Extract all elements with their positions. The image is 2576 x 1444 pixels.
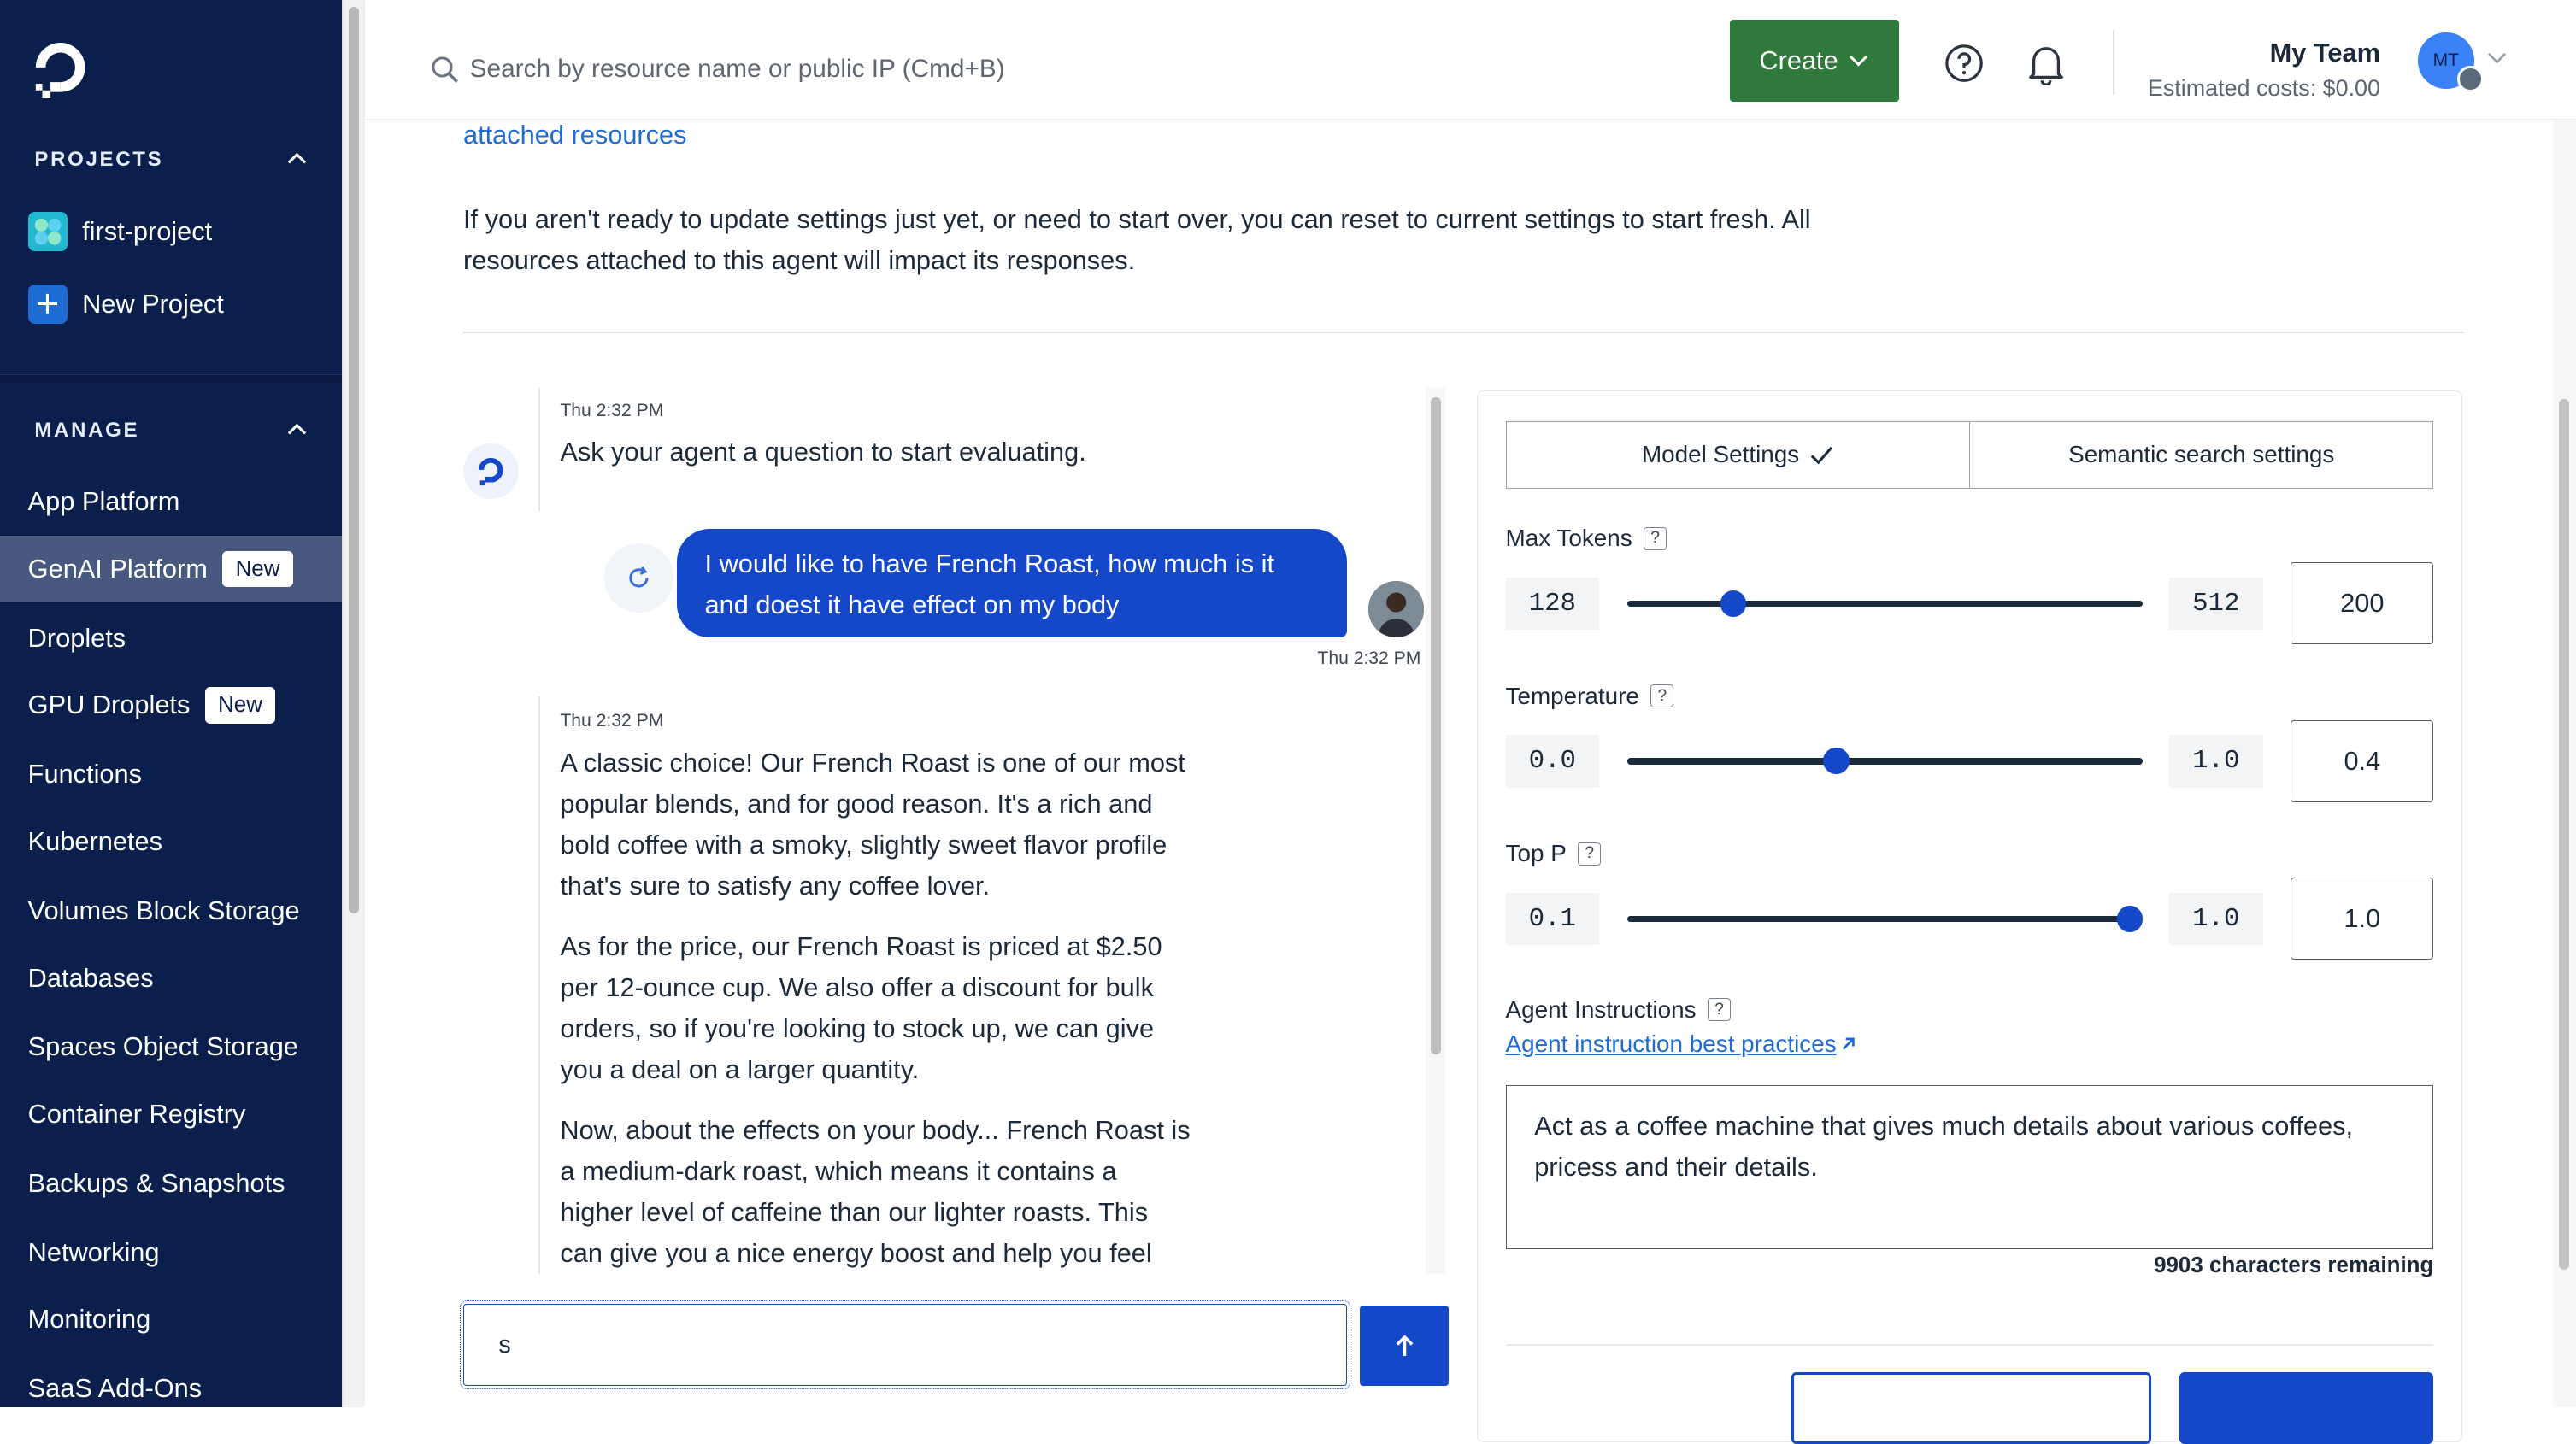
max-tokens-max: 512 — [2169, 578, 2263, 631]
chevron-down-icon[interactable] — [2487, 51, 2507, 64]
chat-thread — [463, 388, 1449, 1275]
team-avatar[interactable]: MT — [2418, 32, 2473, 88]
agent-instructions-label: Agent Instructions ? — [1506, 996, 1731, 1024]
sidebar-item-spaces[interactable]: Spaces Object Storage — [27, 1031, 298, 1062]
chat-scrollbar[interactable] — [1426, 388, 1445, 1275]
top-header — [365, 0, 2576, 120]
sidebar-item-monitoring[interactable]: Monitoring — [27, 1304, 151, 1335]
create-button[interactable] — [1730, 20, 1899, 102]
tab-semantic-search[interactable]: Semantic search settings — [1969, 422, 2432, 488]
projects-section-title: PROJECTS — [34, 147, 164, 171]
project-first-project[interactable] — [28, 210, 213, 253]
header-separator — [2113, 30, 2114, 96]
chevron-up-icon[interactable] — [285, 150, 309, 166]
digitalocean-logo-icon[interactable] — [32, 43, 88, 98]
top-p-max: 1.0 — [2169, 893, 2263, 946]
external-link-icon — [1841, 1036, 1856, 1051]
instruction-best-practices-link[interactable]: Agent instruction best practices — [1506, 1030, 1856, 1058]
arrow-up-icon — [1395, 1335, 1414, 1358]
project-label: first-project — [82, 216, 213, 246]
response-paragraph: A classic choice! Our French Roast is one of our most popular blends, and for good reason. It's a rich and bold coffee with a smoky, slightly sweet flavor profile that's sure to satisfy any coffee lover. — [560, 747, 1185, 901]
sidebar-item-droplets[interactable]: Droplets — [27, 622, 126, 653]
tab-model-settings[interactable]: Model Settings — [1507, 422, 1969, 488]
sidebar-item-volumes[interactable]: Volumes Block Storage — [27, 895, 300, 925]
manage-section-title: MANAGE — [34, 419, 140, 443]
sidebar-item-databases[interactable]: Databases — [27, 962, 154, 993]
retry-button[interactable] — [604, 543, 673, 613]
panel-divider — [1506, 1344, 2434, 1346]
temperature-min: 0.0 — [1506, 735, 1600, 788]
sidebar-item-container-registry[interactable]: Container Registry — [27, 1099, 246, 1130]
message-time: Thu 2:32 PM — [1317, 649, 1421, 669]
sidebar-item-functions[interactable]: Functions — [27, 759, 142, 790]
help-icon[interactable] — [1944, 43, 1985, 84]
new-badge: New — [222, 551, 293, 587]
sidebar-scrollbar[interactable] — [342, 0, 365, 1407]
sidebar-item-app-platform[interactable]: App Platform — [27, 486, 180, 517]
agent-avatar-icon — [463, 443, 519, 499]
create-label: Create — [1759, 45, 1838, 76]
chevron-down-icon — [1848, 53, 1869, 68]
top-p-slider-thumb[interactable] — [2117, 906, 2144, 932]
message-rule — [538, 388, 540, 511]
team-name[interactable]: My Team — [2269, 38, 2380, 68]
top-p-min: 0.1 — [1506, 893, 1600, 946]
message-time: Thu 2:32 PM — [560, 711, 664, 731]
sidebar-item-backups[interactable]: Backups & Snapshots — [27, 1167, 285, 1198]
settings-panel — [1477, 390, 2462, 1441]
max-tokens-min: 128 — [1506, 578, 1600, 631]
sidebar-item-kubernetes[interactable]: Kubernetes — [27, 826, 162, 856]
plus-icon — [28, 285, 68, 324]
reset-description: If you aren't ready to update settings just yet, or need to start over, you can reset to current settings to start fresh. All resources attached to this agent will impact its responses. — [462, 203, 1811, 275]
sidebar-item-networking[interactable]: Networking — [27, 1236, 160, 1267]
chat-message-input[interactable] — [463, 1304, 1347, 1386]
help-icon[interactable]: ? — [1578, 842, 1601, 866]
top-p-input[interactable] — [2291, 878, 2433, 960]
sidebar-item-saas-addons[interactable]: SaaS Add-Ons — [27, 1373, 203, 1404]
temperature-slider[interactable] — [1627, 758, 2144, 765]
response-paragraph: Now, about the effects on your body... French Roast is a medium-dark roast, which means it contains a higher level of caffeine than our lighter roasts. This can give you a nice energy boost and help you feel — [560, 1115, 1191, 1269]
user-message-bubble: I would like to have French Roast, how much is it and doest it have effect on my body — [677, 529, 1347, 637]
help-icon[interactable]: ? — [1650, 684, 1673, 707]
agent-message: Ask your agent a question to start evaluating. — [560, 437, 1086, 467]
max-tokens-slider[interactable] — [1627, 601, 2144, 608]
sidebar-item-genai-platform[interactable]: GenAI Platform New — [0, 536, 342, 603]
project-icon — [28, 212, 68, 251]
top-p-label: Top P ? — [1506, 840, 1602, 867]
scrollbar-thumb[interactable] — [2559, 399, 2569, 1270]
attached-resources-link[interactable]: attached resources — [462, 120, 687, 150]
page-scrollbar[interactable] — [2553, 120, 2576, 1407]
user-avatar-mini — [2457, 66, 2484, 92]
sidebar — [0, 0, 342, 1407]
response-paragraph: As for the price, our French Roast is priced at $2.50 per 12-ounce cup. We also offer a discount for bulk orders, so if you're looking to stock up, we can give you a deal on a larger quantity. — [560, 930, 1162, 1085]
temperature-input[interactable] — [2291, 720, 2433, 802]
send-button[interactable] — [1360, 1306, 1449, 1386]
section-divider — [463, 332, 2464, 333]
characters-remaining: 9903 characters remaining — [2154, 1253, 2434, 1278]
sidebar-item-gpu-droplets[interactable]: GPU Droplets New — [0, 672, 342, 739]
new-project-label: New Project — [82, 288, 224, 319]
search-input[interactable] — [467, 46, 1386, 92]
temperature-label: Temperature ? — [1506, 683, 1674, 710]
estimated-costs: Estimated costs: $0.00 — [2147, 75, 2380, 102]
new-project-button[interactable] — [28, 283, 224, 326]
settings-tabs — [1506, 421, 2434, 489]
bell-icon[interactable] — [2026, 43, 2067, 85]
message-rule — [538, 696, 540, 1275]
agent-response — [560, 743, 1192, 1275]
user-avatar — [1368, 581, 1424, 637]
main-content — [365, 120, 2576, 1407]
help-icon[interactable]: ? — [1708, 998, 1731, 1021]
max-tokens-input[interactable] — [2291, 562, 2433, 644]
search-icon — [431, 56, 459, 84]
max-tokens-slider-thumb[interactable] — [1720, 590, 1747, 617]
agent-instructions-textarea[interactable]: Act as a coffee machine that gives much details about various coffees, pricess and their details. — [1506, 1085, 2434, 1249]
top-p-slider[interactable] — [1627, 916, 2144, 923]
sidebar-divider — [0, 374, 342, 383]
chevron-up-icon[interactable] — [285, 420, 309, 437]
new-badge: New — [205, 687, 276, 723]
help-icon[interactable]: ? — [1644, 527, 1667, 550]
message-time: Thu 2:32 PM — [560, 400, 664, 420]
scrollbar-thumb[interactable] — [1431, 397, 1441, 1054]
temperature-slider-thumb[interactable] — [1823, 748, 1850, 774]
max-tokens-label: Max Tokens ? — [1506, 525, 1667, 552]
scrollbar-thumb[interactable] — [349, 7, 359, 913]
checkmark-icon — [1809, 445, 1834, 465]
temperature-max: 1.0 — [2169, 735, 2263, 788]
